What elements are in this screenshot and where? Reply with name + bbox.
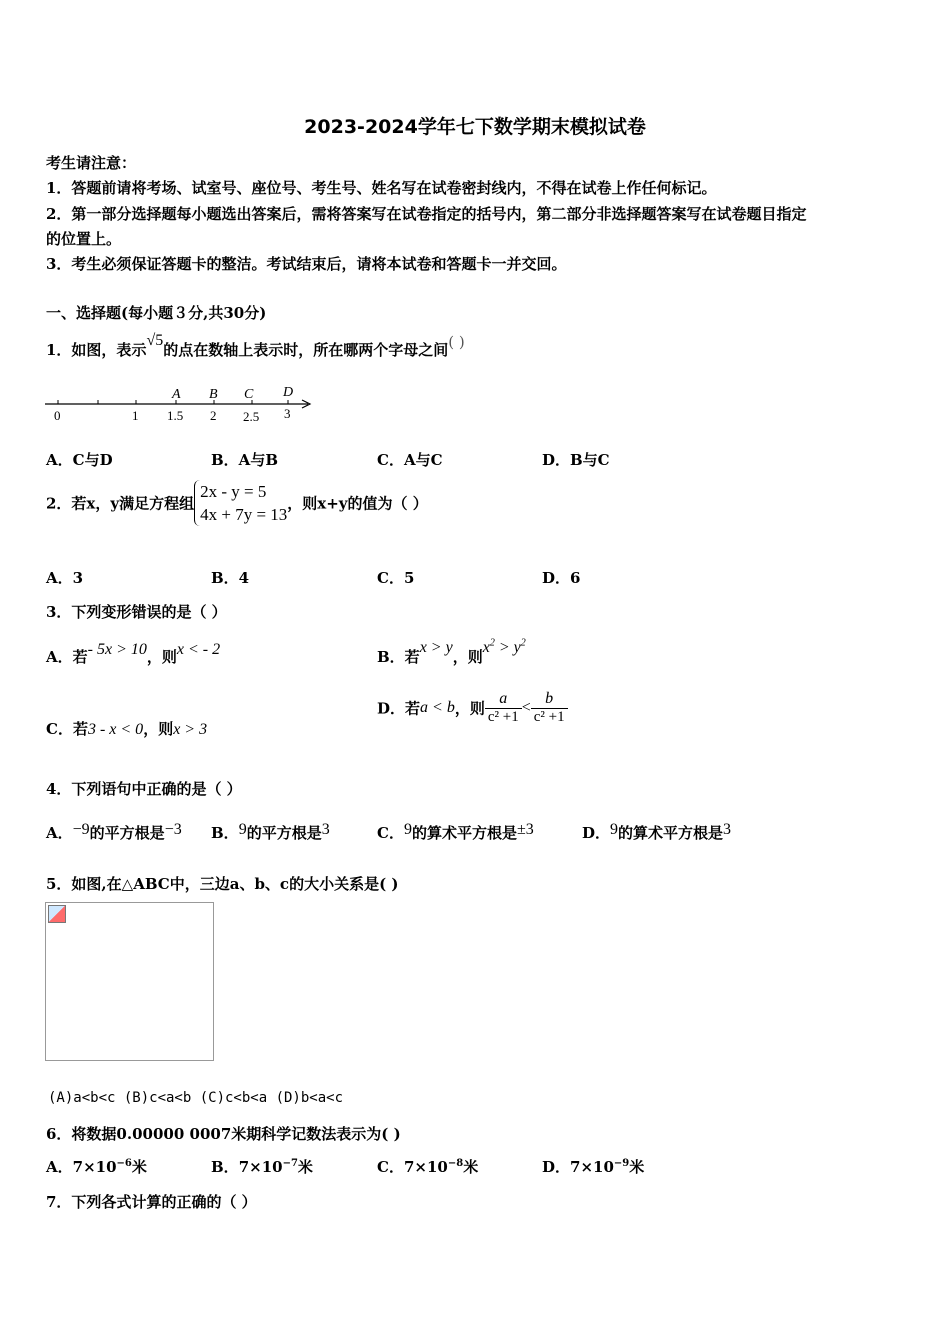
q3-c-math1: 3 - x < 0	[87, 721, 144, 738]
tick-label-1: 1	[132, 408, 139, 423]
number-line-figure	[40, 378, 320, 426]
q1-option-c[interactable]: C．A与C	[377, 451, 443, 469]
notice-heading: 考生请注意：	[46, 154, 137, 172]
q2-pre: 2．若x，y满足方程组	[46, 494, 195, 513]
page-title: 2023-2024学年七下数学期末模拟试卷	[304, 116, 646, 138]
q1-paren: ( )	[448, 333, 465, 351]
q3-b-label: B．若	[377, 648, 420, 666]
fraction-a: $\frac{a}{\text{c² +1}}$	[485, 690, 522, 726]
notice-item-2: 2．第一部分选择题每小题选出答案后，需将答案写在试卷指定的括号内，第二部分非选择题答案写在试卷题目指定	[46, 205, 807, 223]
point-label-c: C	[244, 387, 254, 402]
q3-option-c[interactable]	[46, 718, 207, 739]
q3-option-a[interactable]	[46, 638, 221, 666]
q2-option-c[interactable]: C．5	[377, 569, 415, 587]
q3-option-b[interactable]	[377, 636, 526, 666]
q3-c-math2: x > 3	[173, 721, 208, 738]
tick-label-3: 3	[284, 406, 291, 421]
q1-option-d[interactable]: D．B与C	[542, 451, 610, 469]
q3-option-d[interactable]	[377, 690, 568, 726]
q1-option-b[interactable]: B．A与B	[211, 451, 278, 469]
q3-b-then: ，则	[452, 648, 483, 666]
q3-c-label: C．若	[46, 720, 88, 738]
q3-a-math1: - 5x > 10	[87, 641, 147, 658]
q3-a-label: A．若	[46, 648, 88, 666]
tick-label-2: 2	[210, 408, 217, 423]
question-7: 7．下列各式计算的正确的（ ）	[46, 1193, 257, 1211]
q1-post: 的点在数轴上表示时，所在哪两个字母之间	[163, 341, 449, 359]
q2-option-b[interactable]: B．4	[211, 569, 250, 587]
q4-option-d[interactable]: D．9的算术平方根是3	[582, 821, 732, 842]
q3-d-math1: a < b	[420, 699, 455, 716]
question-5: 5．如图,在△ABC中，三边a、b、c的大小关系是( )	[46, 875, 399, 893]
broken-image-icon	[48, 905, 66, 923]
notice-item-1: 1．答题前请将考场、试室号、座位号、考生号、姓名写在试卷密封线内，不得在试卷上作任何标记。	[46, 179, 717, 197]
q6-option-c[interactable]: C．$7\times 10^{-8}$米	[377, 1158, 479, 1176]
tick-label-0: 0	[54, 408, 61, 423]
equation-2: 4x + 7y = 13	[200, 505, 288, 524]
fraction-b: $\frac{b}{\text{c² +1}}$	[531, 690, 568, 726]
q3-b-math2: $x^2 > y^2$	[482, 637, 526, 656]
tick-label-1-5: 1.5	[167, 408, 184, 423]
triangle-figure-placeholder	[45, 902, 214, 1061]
equation-system	[194, 480, 287, 526]
question-6: 6．将数据0.00000 0007米期科学记数法表示为( )	[46, 1125, 401, 1143]
q4-option-c[interactable]: C．9的算术平方根是±3	[377, 821, 534, 842]
question-1	[46, 332, 465, 360]
notice-item-2-cont: 的位置上。	[46, 230, 122, 248]
q6-option-a[interactable]: A．$7\times 10^{-6}$米	[46, 1158, 147, 1176]
q3-a-then: ，则	[146, 648, 177, 666]
q2-option-d[interactable]: D．6	[542, 569, 581, 587]
q4-option-a[interactable]: A．−9的平方根是−3	[46, 821, 182, 842]
q5-options[interactable]: (A)a<b<c (B)c<a<b (C)c<b<a (D)b<a<c	[48, 1090, 344, 1106]
q3-d-label: D．若	[377, 699, 421, 718]
notice-item-3: 3．考生必须保证答题卡的整洁。考试结束后，请将本试卷和答题卡一并交回。	[46, 255, 567, 273]
less-than-sign: <	[521, 699, 531, 716]
q1-pre: 1．如图，表示	[46, 341, 147, 359]
point-label-d: D	[283, 385, 294, 400]
q2-option-a[interactable]: A．3	[46, 569, 84, 587]
question-2	[46, 480, 428, 526]
q3-a-math2: x < - 2	[176, 641, 221, 658]
q1-option-a[interactable]: A．C与D	[46, 451, 113, 469]
question-3: 3．下列变形错误的是（ ）	[46, 603, 227, 621]
tick-label-2-5: 2.5	[243, 409, 260, 424]
section-heading: 一、选择题(每小题３分,共30分)	[46, 304, 267, 322]
q3-c-then: ，则	[143, 720, 174, 738]
equation-1: 2x - y = 5	[200, 482, 267, 501]
point-label-a: A	[172, 387, 181, 402]
point-label-b: B	[209, 387, 218, 402]
q3-b-math1: x > y	[419, 639, 453, 656]
q3-d-then: ，则	[454, 699, 485, 718]
q6-option-b[interactable]: B．$7\times 10^{-7}$米	[211, 1158, 313, 1176]
sqrt5: √5	[146, 332, 164, 349]
q4-option-b[interactable]: B．9的平方根是3	[211, 821, 330, 842]
q6-option-d[interactable]: D．$7\times 10^{-9}$米	[542, 1158, 645, 1176]
question-4: 4．下列语句中正确的是（ ）	[46, 780, 242, 798]
q2-post: ，则x+y的值为（ ）	[287, 494, 428, 513]
